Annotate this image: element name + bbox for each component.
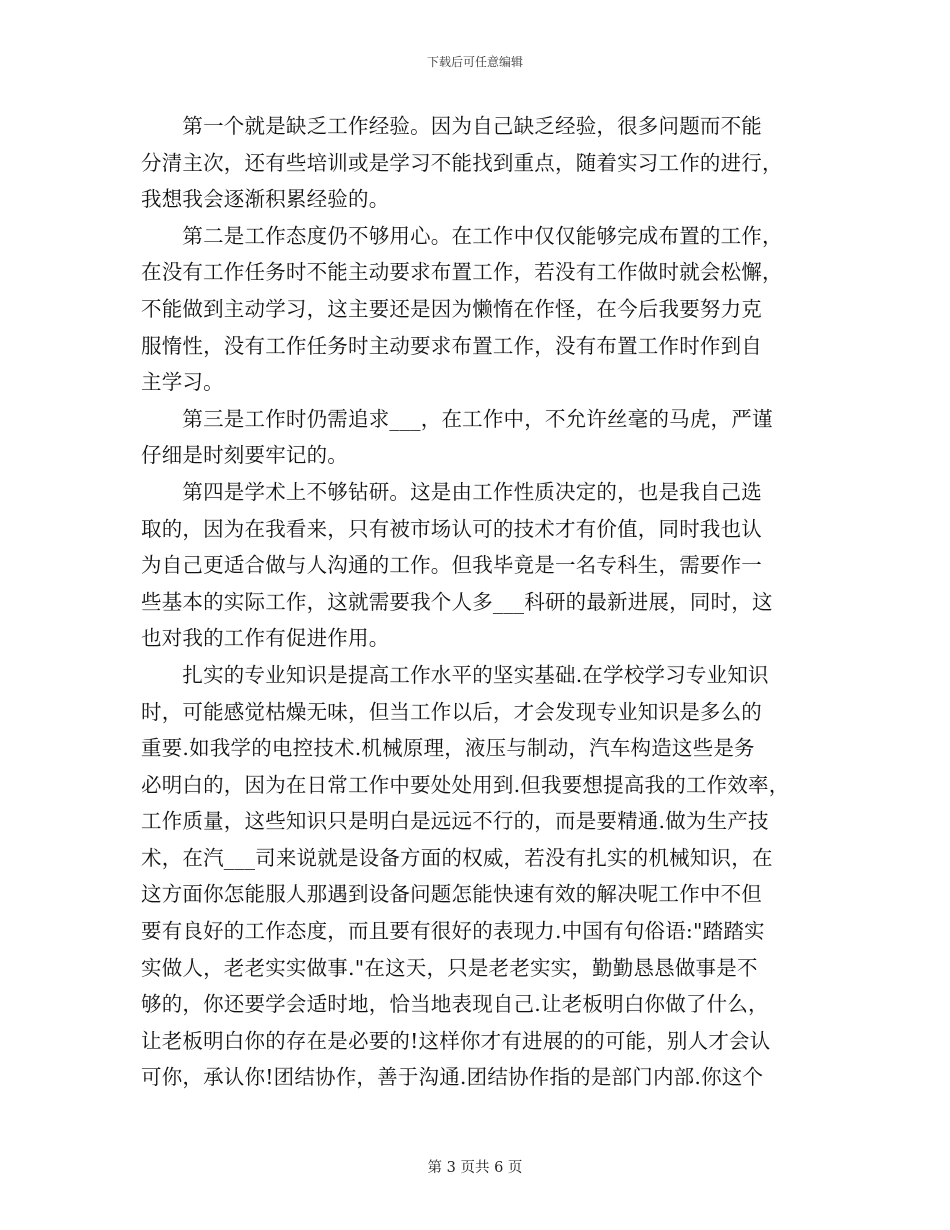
text-line: 些基本的实际工作，这就需要我个人多___科研的最新进展，同时，这 [141, 589, 773, 614]
text-line: 也对我的工作有促进作用。 [141, 626, 390, 651]
text-line: 第二是工作态度仍不够用心。在工作中仅仅能够完成布置的工作， [141, 223, 783, 248]
text-line: 扎实的专业知识是提高工作水平的坚实基础.在学校学习专业知识 [141, 662, 769, 687]
text-line: 实做人，老老实实做事."在这天，只是老老实实，勤勤恳恳做事是不 [141, 955, 758, 980]
page-header: 下载后可任意编辑 [426, 55, 523, 69]
text-line: 服惰性，没有工作任务时主动要求布置工作，没有布置工作时作到自 [141, 333, 762, 358]
text-line: 分清主次，还有些培训或是学习不能找到重点，随着实习工作的进行， [141, 150, 783, 175]
text-line: 可你，承认你!团结协作，善于沟通.团结协作指的是部门内部.你这个 [141, 1065, 764, 1090]
text-line: 工作质量，这些知识只是明白是远远不行的，而是要精通.做为生产技 [141, 809, 769, 834]
page-number-footer: 第 3 页共 6 页 [427, 1160, 523, 1176]
text-line: 不能做到主动学习，这主要还是因为懒惰在作怪，在今后我要努力克 [141, 296, 762, 321]
text-line: 为自己更适合做与人沟通的工作。但我毕竟是一名专科生，需要作一 [141, 553, 762, 578]
text-line: 第一个就是缺乏工作经验。因为自己缺乏经验，很多问题而不能 [141, 114, 762, 138]
text-line: 时，可能感觉枯燥无味，但当工作以后，才会发现专业知识是多么的 [141, 699, 762, 724]
text-line: 取的，因为在我看来，只有被市场认可的技术才有价值，同时我也认 [141, 516, 762, 541]
text-line: 重要.如我学的电控技术.机械原理，液压与制动，汽车构造这些是务 [141, 736, 755, 761]
text-line: 仔细是时刻要牢记的。 [141, 443, 348, 468]
text-line: 在没有工作任务时不能主动要求布置工作，若没有工作做时就会松懈， [141, 260, 783, 285]
text-line: 这方面你怎能服人那遇到设备问题怎能快速有效的解决呢工作中不但 [141, 882, 762, 907]
text-line: 第四是学术上不够钻研。这是由工作性质决定的，也是我自己选 [141, 479, 762, 504]
text-line: 术，在汽___司来说就是设备方面的权威，若没有扎实的机械知识，在 [141, 845, 773, 870]
text-line: 必明白的，因为在日常工作中要处处用到.但我要想提高我的工作效率， [141, 772, 790, 797]
text-line: 第三是工作时仍需追求___，在工作中，不允许丝毫的马虎，严谨 [141, 406, 773, 431]
text-line: 让老板明白你的存在是必要的!这样你才有进展的的可能，别人才会认 [141, 1028, 771, 1053]
text-line: 要有良好的工作态度，而且要有很好的表现力.中国有句俗语:"踏踏实 [141, 919, 765, 944]
text-line: 够的，你还要学会适时地，恰当地表现自己.让老板明白你做了什么， [141, 992, 769, 1017]
text-line: 我想我会逐渐积累经验的。 [141, 187, 390, 212]
document-body [141, 108, 811, 1096]
text-line: 主学习。 [141, 370, 224, 395]
